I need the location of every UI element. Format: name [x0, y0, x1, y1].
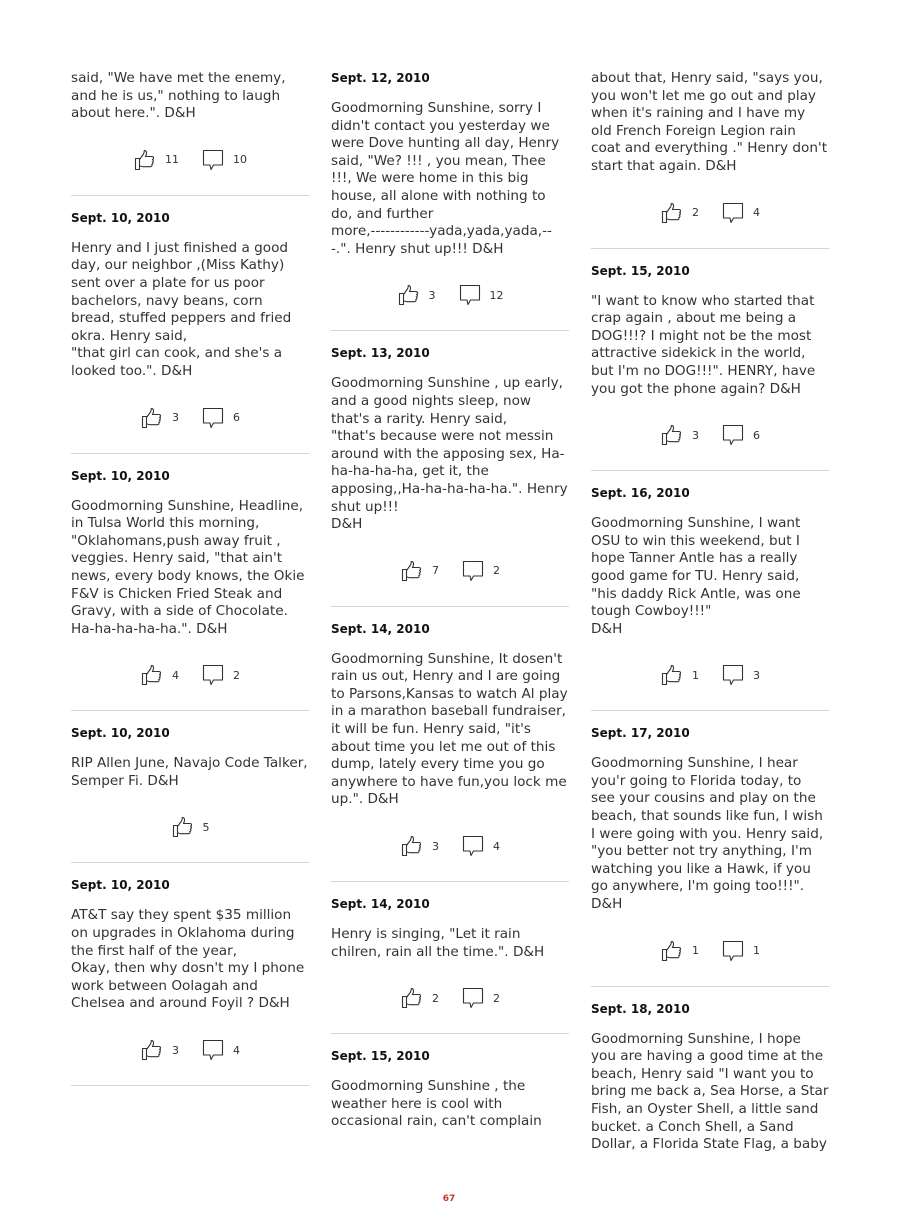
post-divider — [71, 710, 309, 711]
comment-button[interactable] — [461, 559, 500, 583]
post — [331, 345, 569, 606]
post-reactions — [71, 812, 309, 842]
comment-button[interactable] — [461, 834, 500, 858]
comment-button[interactable] — [201, 148, 247, 172]
like-count: 4 — [172, 668, 179, 682]
speech-bubble-icon — [721, 939, 745, 963]
post — [71, 877, 309, 1086]
post — [331, 1048, 569, 1131]
post-text: Goodmorning Sunshine , the weather here is cool with occasional rain, can't complain — [331, 1078, 542, 1130]
like-button[interactable] — [400, 834, 439, 858]
speech-bubble-icon — [461, 559, 485, 583]
post-divider — [331, 881, 569, 882]
post — [71, 725, 309, 863]
comment-count: 6 — [233, 411, 240, 425]
thumbs-up-icon — [397, 283, 421, 307]
like-count: 3 — [172, 1043, 179, 1057]
like-button[interactable] — [140, 663, 179, 687]
like-count: 7 — [432, 564, 439, 578]
comment-count: 4 — [753, 206, 760, 220]
post-reactions — [71, 660, 309, 690]
like-count: 3 — [432, 839, 439, 853]
thumbs-up-icon — [660, 201, 684, 225]
post-reactions — [331, 280, 569, 310]
column-3 — [591, 70, 829, 1154]
comment-count: 2 — [493, 564, 500, 578]
thumbs-up-icon — [140, 406, 164, 430]
like-button[interactable] — [140, 406, 179, 430]
comment-count: 1 — [753, 944, 760, 958]
post-reactions — [591, 660, 829, 690]
speech-bubble-icon — [461, 986, 485, 1010]
like-button[interactable] — [660, 939, 699, 963]
like-button[interactable] — [400, 986, 439, 1010]
post-date: Sept. 10, 2010 — [71, 726, 170, 741]
comment-button[interactable] — [201, 663, 240, 687]
speech-bubble-icon — [458, 283, 482, 307]
post-divider — [71, 862, 309, 863]
post-divider — [591, 986, 829, 987]
like-button[interactable] — [140, 1038, 179, 1062]
post — [331, 896, 569, 1034]
comment-button[interactable] — [721, 939, 760, 963]
post-date: Sept. 14, 2010 — [331, 897, 430, 912]
post-text: "I want to know who started that crap again , about me being a DOG!!!? I might not be the most attractive sidekick in the world, but I'm no DOG!!!". HENRY, have you got the phone again? D&H — [591, 292, 816, 397]
post-date: Sept. 10, 2010 — [71, 210, 170, 225]
post-reactions — [71, 145, 309, 175]
like-button[interactable] — [660, 663, 699, 687]
comment-count: 4 — [233, 1043, 240, 1057]
like-count: 1 — [692, 668, 699, 682]
like-count: 3 — [172, 411, 179, 425]
post-divider — [71, 453, 309, 454]
post-text: AT&T say they spent $35 million on upgrades in Oklahoma during the first half of the year, Okay, then why dosn't my I phone work between Oolagah and Chelsea and around Foyil ? D&H — [71, 907, 305, 1012]
post-reactions — [71, 1035, 309, 1065]
comment-count: 4 — [493, 839, 500, 853]
like-button[interactable] — [171, 815, 210, 839]
thumbs-up-icon — [140, 1038, 164, 1062]
post-text: Goodmorning Sunshine, I want OSU to win this weekend, but I hope Tanner Antle has a really good game for TU. Henry said, "his daddy Rick Antle, was one tough Cowboy!!!" D&H — [591, 515, 801, 637]
thumbs-up-icon — [400, 986, 424, 1010]
comment-button[interactable] — [721, 663, 760, 687]
thumbs-up-icon — [400, 559, 424, 583]
speech-bubble-icon — [201, 663, 225, 687]
column-1 — [71, 70, 309, 1100]
post-text: Goodmorning Sunshine, Headline, in Tulsa World this morning, "Oklahomans,push away fruit , veggies. Henry said, "that ain't news, every body knows, the Okie F&V is Chicken Fried Steak and Gravy, with a side of Chocolate. Ha-ha-ha-ha-ha.". D&H — [71, 497, 305, 637]
like-count: 1 — [692, 944, 699, 958]
post — [71, 210, 309, 454]
post-reactions — [331, 983, 569, 1013]
post-divider — [331, 606, 569, 607]
post-date: Sept. 10, 2010 — [71, 468, 170, 483]
post — [591, 1001, 829, 1154]
like-count: 3 — [428, 288, 436, 302]
post-text: Goodmorning Sunshine, I hear you'r going to Florida today, to see your cousins and play on the beach, that sounds like fun, I wish I were going with you. Henry said, "you better not try anything, I'm watching you like a Hawk, if you go anywhere, I'm going too!!!". D&H — [591, 755, 824, 913]
like-count: 5 — [202, 820, 210, 834]
comment-count: 3 — [753, 668, 760, 682]
post-date: Sept. 17, 2010 — [591, 726, 690, 741]
post-reactions — [331, 831, 569, 861]
post-reactions — [591, 936, 829, 966]
post — [591, 725, 829, 986]
like-count: 3 — [692, 428, 699, 442]
like-count: 2 — [692, 206, 699, 220]
post-reactions — [591, 420, 829, 450]
post-date: Sept. 14, 2010 — [331, 621, 430, 636]
post-text: Goodmorning Sunshine, It dosen't rain us out, Henry and I are going to Parsons,Kansas to watch Al play in a marathon baseball fundraiser, it will be fun. Henry said, "it's about time you let me out of this dump, lately every time you go anywhere to have fun,you lock me up.". D&H — [331, 650, 568, 808]
post-date: Sept. 13, 2010 — [331, 346, 430, 361]
post-date: Sept. 15, 2010 — [591, 263, 690, 278]
post — [331, 70, 569, 331]
like-button[interactable] — [400, 559, 439, 583]
like-button[interactable] — [660, 423, 699, 447]
post — [331, 621, 569, 882]
post-divider — [591, 470, 829, 471]
post — [71, 468, 309, 712]
post-text: Henry and I just finished a good day, our neighbor ,(Miss Kathy) sent over a plate for us poor bachelors, navy beans, corn bread, stuffed peppers and fried okra. Henry said, "that girl can cook, and she's a looked too.". D&H — [71, 239, 292, 379]
post-divider — [591, 248, 829, 249]
post-reactions — [71, 403, 309, 433]
comment-count: 12 — [489, 288, 504, 302]
post-divider — [331, 330, 569, 331]
speech-bubble-icon — [201, 148, 225, 172]
thumbs-up-icon — [133, 148, 157, 172]
post-date: Sept. 15, 2010 — [331, 1049, 430, 1064]
post-divider — [331, 1033, 569, 1034]
post-text: about that, Henry said, "says you, you won't let me go out and play when it's raining and I have my old French Foreign Legion rain coat and everything ." Henry don't start that again. D&H — [591, 70, 828, 174]
post-text: Goodmorning Sunshine, I hope you are having a good time at the beach, Henry said "I want you to bring me back a, Sea Horse, a Star Fish, an Oyster Shell, a little sand bucket. a Conch Shell, a Sand Dollar, a Florida State Flag, a baby — [591, 1030, 829, 1153]
comment-button[interactable] — [721, 201, 760, 225]
thumbs-up-icon — [400, 834, 424, 858]
comment-count: 10 — [233, 153, 247, 167]
post-text: said, "We have met the enemy, and he is us," nothing to laugh about here.". D&H — [71, 70, 286, 122]
comment-button[interactable] — [721, 423, 760, 447]
thumbs-up-icon — [171, 815, 195, 839]
like-count: 11 — [165, 153, 179, 167]
like-button[interactable] — [133, 148, 179, 172]
comment-button[interactable] — [201, 406, 240, 430]
speech-bubble-icon — [721, 423, 745, 447]
post-text: Goodmorning Sunshine , up early, and a good nights sleep, now that's a rarity. Henry said, "that's because were not messin around with the apposing sex, Ha-ha-ha-ha-ha, get it, the apposing,,Ha-ha-ha-ha-ha.". Henry shut up!!! D&H — [331, 375, 568, 533]
post — [71, 70, 309, 196]
post-reactions — [591, 198, 829, 228]
speech-bubble-icon — [721, 663, 745, 687]
comment-count: 2 — [233, 668, 240, 682]
post-date: Sept. 18, 2010 — [591, 1001, 690, 1016]
post-text: Henry is singing, "Let it rain chilren, rain all the time.". D&H — [331, 926, 545, 960]
comment-count: 2 — [493, 991, 500, 1005]
post-divider — [71, 195, 309, 196]
post-date: Sept. 12, 2010 — [331, 71, 430, 85]
column-2 — [331, 70, 569, 1131]
post-divider — [71, 1085, 309, 1086]
post-divider — [591, 710, 829, 711]
thumbs-up-icon — [140, 663, 164, 687]
like-button[interactable] — [660, 201, 699, 225]
comment-button[interactable] — [201, 1038, 240, 1062]
speech-bubble-icon — [461, 834, 485, 858]
speech-bubble-icon — [721, 201, 745, 225]
comment-count: 6 — [753, 428, 760, 442]
post-text: Goodmorning Sunshine, sorry I didn't contact you yesterday we were Dove hunting all day, Henry said, "We? !!! , you mean, Thee !!!, We were home in this big house, all alone with nothing to do, and further more,------------yada,yada,yada,---.". Henry shut up!!! D&H — [331, 100, 560, 257]
post — [591, 485, 829, 711]
post-date: Sept. 10, 2010 — [71, 878, 170, 893]
comment-button[interactable] — [461, 986, 500, 1010]
thumbs-up-icon — [660, 663, 684, 687]
like-button[interactable] — [397, 283, 436, 307]
speech-bubble-icon — [201, 406, 225, 430]
thumbs-up-icon — [660, 423, 684, 447]
thumbs-up-icon — [660, 939, 684, 963]
post — [591, 263, 829, 472]
comment-button[interactable] — [458, 283, 504, 307]
page-number: 67 — [442, 1194, 456, 1204]
post-date: Sept. 16, 2010 — [591, 486, 690, 501]
post-reactions — [331, 556, 569, 586]
post-text: RIP Allen June, Navajo Code Talker, Semper Fi. D&H — [71, 755, 308, 789]
like-count: 2 — [432, 991, 439, 1005]
speech-bubble-icon — [201, 1038, 225, 1062]
post — [591, 70, 829, 249]
